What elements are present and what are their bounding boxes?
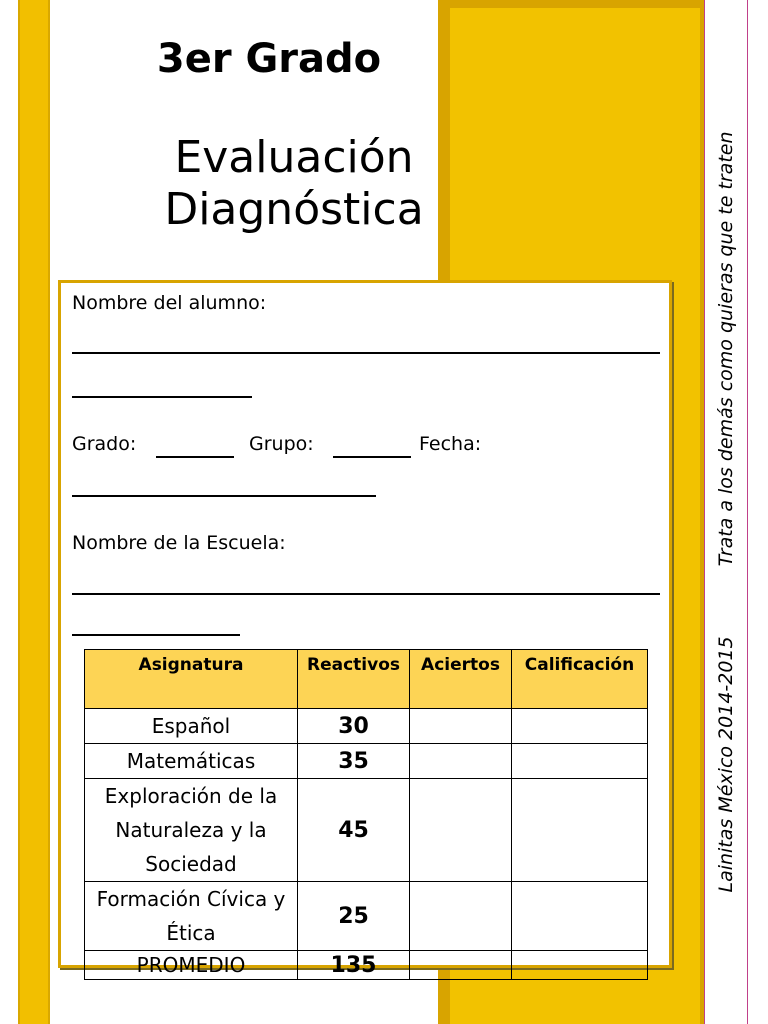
items-cell: 135 [298, 951, 410, 980]
items-cell: 35 [298, 744, 410, 779]
table-row [85, 779, 648, 882]
date-field-line[interactable] [72, 495, 376, 497]
group-field-line[interactable] [333, 456, 411, 458]
date-field-label: Fecha: [419, 433, 482, 455]
grade-cell[interactable] [512, 882, 648, 951]
title-line-2: Diagnóstica [164, 184, 424, 235]
page-title [50, 132, 538, 236]
title-line-1: Evaluación [174, 132, 414, 183]
school-name-label: Nombre de la Escuela: [72, 532, 286, 554]
table-header-row [85, 650, 648, 709]
grade-cell[interactable] [512, 779, 648, 882]
correct-cell[interactable] [410, 951, 512, 980]
header-correct: Aciertos [410, 650, 512, 709]
credit-text: Lainitas México 2014-2015 [715, 636, 737, 893]
correct-cell[interactable] [410, 882, 512, 951]
header-items: Reactivos [298, 650, 410, 709]
grade-cell[interactable] [512, 951, 648, 980]
motto-text: Trata a los demás como quieras que te traten [715, 131, 737, 567]
table-row [85, 882, 648, 951]
subject-cell: PROMEDIO [85, 951, 298, 980]
school-name-line-2[interactable] [72, 634, 240, 636]
left-decorative-stripe [18, 0, 50, 1024]
items-cell: 25 [298, 882, 410, 951]
correct-cell[interactable] [410, 709, 512, 744]
correct-cell[interactable] [410, 744, 512, 779]
subject-cell: Español [85, 709, 298, 744]
subject-cell: Formación Cívica y Ética [85, 882, 298, 951]
table-row [85, 951, 648, 980]
student-name-line-2[interactable] [72, 396, 252, 398]
grade-cell[interactable] [512, 744, 648, 779]
student-name-line-1[interactable] [72, 352, 660, 354]
grade-field-label: Grado: [72, 433, 137, 455]
subject-cell: Exploración de la Naturaleza y la Sociedad [85, 779, 298, 882]
correct-cell[interactable] [410, 779, 512, 882]
items-cell: 45 [298, 779, 410, 882]
table-row [85, 709, 648, 744]
table-row [85, 744, 648, 779]
subject-cell: Matemáticas [85, 744, 298, 779]
items-cell: 30 [298, 709, 410, 744]
school-name-line-1[interactable] [72, 593, 660, 595]
group-field-label: Grupo: [249, 433, 314, 455]
header-grade: Calificación [512, 650, 648, 709]
grades-table [84, 649, 648, 980]
grade-cell[interactable] [512, 709, 648, 744]
grade-heading: 3er Grado [156, 36, 382, 82]
header-subject: Asignatura [85, 650, 298, 709]
grade-field-line[interactable] [156, 456, 234, 458]
side-caption [704, 0, 748, 1024]
student-name-label: Nombre del alumno: [72, 292, 267, 314]
